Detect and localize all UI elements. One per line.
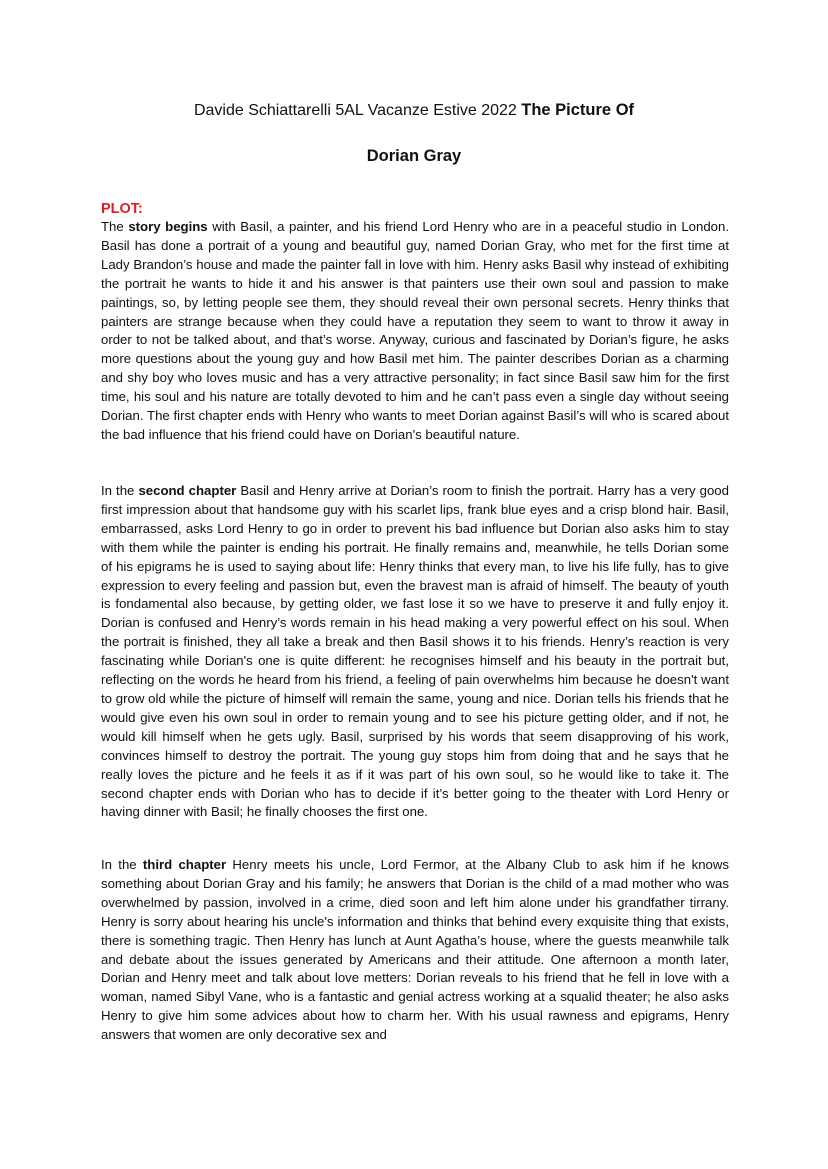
document-title bbox=[0, 98, 828, 123]
title-work-part-2: Dorian Gray bbox=[366, 147, 462, 165]
title-work-part-1: The Picture Of bbox=[521, 101, 635, 119]
paragraph-text: Basil and Henry arrive at Dorian’s room to finish the portrait. Harry has a very good first impression about that handsome guy with his scarlet lips, frank blue eyes and a crisp blond hair. Basil, embarrassed, asks Lord Henry to go in order to prevent his bad influence but Dorian also asks him to stay with them while the painter is ending his portrait. He finally remains and, meanwhile, he tells Dorian some of his epigrams he is used to saying about life: Henry thinks that every man, to live his life fully, has to give expression to every feeling and passion but, even the bravest man is afraid of himself. The beauty of youth is fondamental also because, by getting older, we fast lose it so we have to preserve it and fully enjoy it. Dorian is confused and Henry’s words remain in his head making a very powerful effect on his soul. When the portrait is finished, they all take a break and then Basil shows it to his friends. Henry’s reaction is very fascinating while Dorian's one is quite different: he recognises himself and his beauty in the portrait but, reflecting on the words he heard from his friend, a feeling of pain overwhelms him because he doesn't want to grow old while the picture of himself will remain the same, young and nice. Dorian tells his friends that he would give even his own soul in order to remain young and to see his picture getting older, and if not, he would kill himself when he gets ugly. Basil, surprised by his words that seem disapproving of his work, convinces himself to destroy the portrait. The young guy stops him from doing that and he says that he really loves the picture and he feels it as if it was part of his own soul, so he would like to take it. The second chapter ends with Dorian who has to decide if it’s better going to the theater with Lord Henry or having dinner with Basil; he finally chooses the first one. bbox=[101, 483, 729, 820]
section-heading: PLOT: bbox=[101, 201, 143, 217]
paragraph-text: with Basil, a painter, and his friend Lord Henry who are in a peaceful studio in London. Basil has done a portrait of a young and beautiful guy, named Dorian Gray, who met for the first time at Lady Brandon’s house and made the painter fall in love with him. Henry asks Basil why instead of exhibiting the portrait he wants to hide it and his answer is that painters use their own soul and passion to make paintings, so, by letting people see them, they should reveal their own personal secrets. Henry thinks that painters are strange because when they could have a reputation they seem to want to throw it away in order to not be talked about, and that’s worse. Anyway, curious and fascinated by Dorian’s figure, he asks more questions about the young guy and how Basil met him. The painter describes Dorian as a charming and shy boy who loves music and has a very attractive personality; in fact since Basil saw him for the first time, his soul and his nature are totally devoted to him and he can’t pass even a single day without seeing Dorian. The first chapter ends with Henry who wants to meet Dorian against Basil’s will who is scared about the bad influence that his friend could have on Dorian's beautiful nature. bbox=[101, 219, 729, 442]
paragraph-text: The bbox=[101, 219, 129, 234]
title-author-line: Davide Schiattarelli 5AL Vacanze Estive 2022 bbox=[193, 102, 522, 119]
paragraph bbox=[101, 218, 729, 445]
paragraph-emphasis: second chapter bbox=[138, 483, 237, 498]
paragraph-emphasis: story begins bbox=[128, 219, 208, 234]
paragraph bbox=[101, 482, 729, 822]
paragraph-emphasis: third chapter bbox=[142, 857, 227, 872]
paragraph-text: In the bbox=[101, 857, 143, 872]
paragraph bbox=[101, 856, 729, 1045]
paragraph-text: Henry meets his uncle, Lord Fermor, at the Albany Club to ask him if he knows something about Dorian Gray and his family; he answers that Dorian is the child of a mad mother who was overwhelmed by passion, involved in a crime, died soon and left him alone under his grandfather tirrany. Henry is sorry about hearing his uncle's information and thinks that behind every exquisite thing that exists, there is something tragic. Then Henry has lunch at Aunt Agatha’s house, where the guests meanwhile talk and debate about the issues generated by Americans and their attitude. One afternoon a month later, Dorian and Henry meet and talk about love metters: Dorian reveals to his friend that he fell in love with a woman, named Sibyl Vane, who is a fantastic and genial actress working at a squalid theater; he also asks Henry to give him some advices about how to charm her. With his usual rawness and epigrams, Henry answers that women are only decorative sex and bbox=[101, 857, 729, 1043]
paragraph-text: In the bbox=[101, 483, 139, 498]
